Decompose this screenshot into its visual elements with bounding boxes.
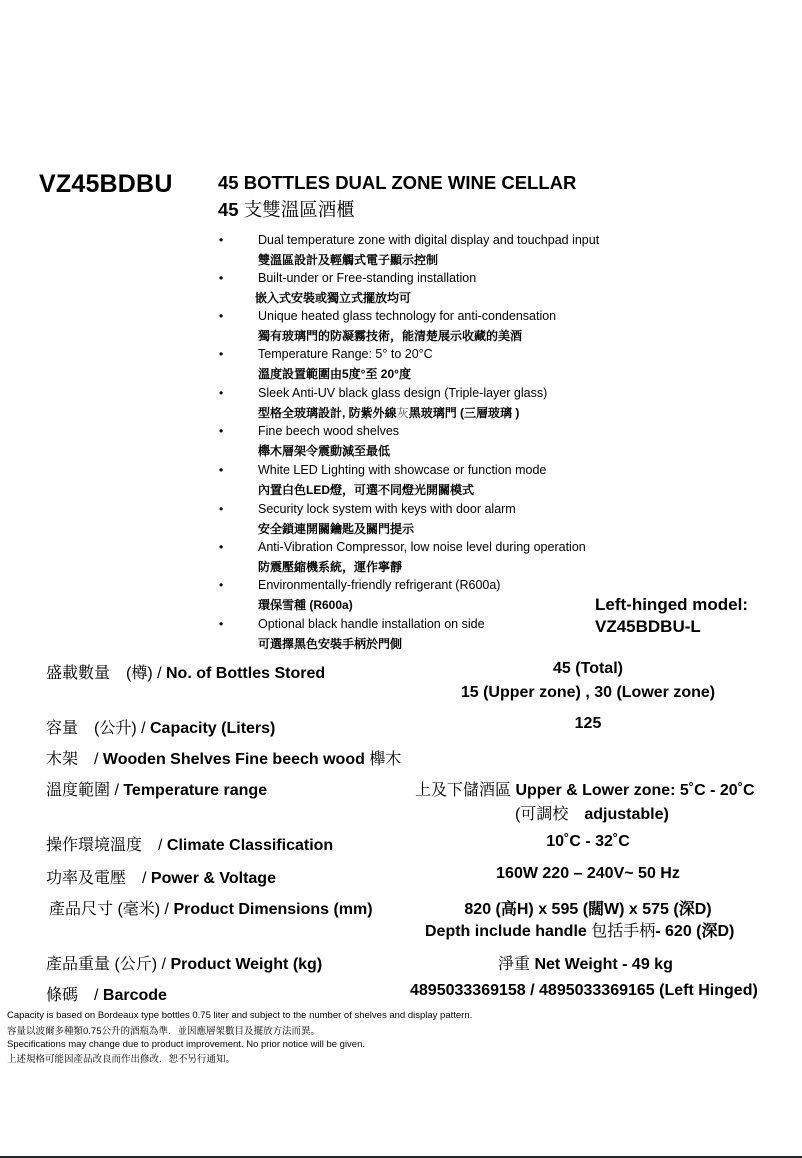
label-zh: 條碼 /: [46, 987, 103, 1004]
label-zh: 溫度範圍 /: [46, 782, 124, 799]
spec-value-temperature-adjustable: [515, 801, 669, 824]
feature-zh: 可選擇黑色安裝手柄於門側: [258, 637, 403, 651]
label-en: Capacity (Liters): [150, 720, 276, 737]
spec-label-bottles: [46, 660, 325, 683]
feature-zh-part: 型格全玻璃設計, 防紫外線: [258, 406, 397, 420]
bullet-icon: •: [219, 540, 224, 554]
spec-value-climate: 10˚C - 32˚C: [546, 833, 630, 850]
bullet-icon: •: [219, 578, 224, 592]
footnote-capacity-zh: 容量以波爾多種類0.75公升的酒瓶為準．並因應層架數目及擺放方法而異。: [7, 1026, 320, 1037]
value-zh: 上及下儲酒區: [415, 782, 516, 799]
bullet-icon: •: [219, 424, 224, 438]
value-en: adjustable): [584, 806, 669, 823]
value-en: Net Weight - 49 kg: [534, 956, 673, 973]
value-en: Upper & Lower zone: 5˚C - 20˚C: [515, 782, 755, 799]
feature-en: Fine beech wood shelves: [258, 424, 400, 438]
label-en: Product Dimensions (mm): [173, 901, 373, 918]
label-en: Power & Voltage: [150, 870, 276, 887]
bullet-icon: •: [219, 617, 224, 631]
label-zh: 木架 /: [46, 751, 103, 768]
bullet-icon: •: [219, 347, 224, 361]
spec-label-barcode: [46, 982, 167, 1005]
feature-zh: 嵌入式安裝或獨立式擺放均可: [255, 291, 412, 305]
bullet-icon: •: [219, 233, 224, 247]
feature-zh: [258, 596, 353, 613]
spec-label-dimensions: [49, 896, 373, 919]
feature-en: Anti-Vibration Compressor, low noise level during operation: [258, 540, 586, 554]
feature-zh: [258, 404, 519, 421]
feature-zh-text: 環保雪種 (R600a): [258, 598, 353, 612]
spec-value-power: 160W 220 – 240V~ 50 Hz: [496, 865, 680, 882]
feature-en: Security lock system with keys with door alarm: [258, 502, 516, 516]
value-zh: 淨重: [498, 956, 535, 973]
spec-value-temperature: [415, 777, 755, 800]
bullet-icon: •: [219, 463, 224, 477]
left-hinged-label: Left-hinged model:: [595, 595, 748, 614]
label-zh: 功率及電壓 /: [46, 870, 151, 887]
label-en: Wooden Shelves Fine beech wood: [102, 751, 365, 768]
feature-en: Temperature Range: 5° to 20°C: [258, 347, 433, 361]
label-zh: 操作環境溫度 /: [46, 837, 167, 854]
label-zh: 產品尺寸 (毫米) /: [49, 901, 174, 918]
feature-en: Sleek Anti-UV black glass design (Triple-layer glass): [258, 386, 548, 400]
feature-en: Built-under or Free-standing installation: [258, 271, 477, 285]
spec-label-shelves: [46, 746, 401, 769]
left-hinged-model: VZ45BDBU-L: [595, 617, 701, 636]
label-zh: 盛載數量 (樽) /: [46, 665, 166, 682]
bullet-icon: •: [219, 271, 224, 285]
feature-zh: 內置白色LED燈，可選不同燈光開關模式: [258, 483, 475, 497]
feature-zh: 溫度設置範圍由5度°至 20°度: [258, 367, 411, 381]
spec-label-temperature: [46, 777, 267, 800]
footnote-specs-zh: 上述規格可能因產品改良而作出修改．恕不另行通知。: [7, 1054, 236, 1065]
title-zh-text: 支雙溫區酒櫃: [238, 199, 355, 220]
feature-zh: 雙溫區設計及輕觸式電子顯示控制: [258, 253, 439, 267]
spec-value-dimensions: 820 (高H) x 595 (闊W) x 575 (深D): [464, 901, 712, 918]
spec-value-bottles-total: 45 (Total): [553, 660, 623, 677]
spec-value-depth-handle: [425, 918, 734, 941]
spec-label-weight: [46, 951, 322, 974]
feature-zh-part: 灰: [396, 406, 409, 420]
model-number: VZ45BDBU: [39, 170, 173, 198]
label-en: Barcode: [102, 987, 167, 1004]
label-en: No. of Bottles Stored: [166, 665, 326, 682]
feature-en: Dual temperature zone with digital display and touchpad input: [258, 233, 600, 247]
left-hinged-callout: [595, 594, 748, 638]
label-zh: 產品重量 (公斤) /: [46, 956, 171, 973]
feature-zh: 防震壓縮機系統，運作寧靜: [258, 560, 403, 574]
product-title-en: 45 BOTTLES DUAL ZONE WINE CELLAR: [218, 172, 577, 193]
spec-label-power: [46, 865, 276, 888]
bullet-icon: •: [219, 502, 224, 516]
spec-value-barcode: 4895033369158 / 4895033369165 (Left Hinged): [410, 982, 758, 999]
spec-label-capacity: [46, 715, 275, 738]
footnote-capacity-en: Capacity is based on Bordeaux type bottles 0.75 liter and subject to the number of shelves and display pattern.: [7, 1010, 473, 1021]
label-zh: 容量 (公升) /: [46, 720, 150, 737]
spec-label-climate: [46, 832, 333, 855]
feature-zh-part: 黑玻璃門 (三層玻璃 ): [408, 406, 520, 420]
spec-value-bottles-zones: 15 (Upper zone) , 30 (Lower zone): [460, 684, 716, 701]
value-en: Depth include handle: [425, 923, 592, 940]
feature-zh: 安全鎖連開關鑰匙及關門提示: [258, 522, 415, 536]
feature-en: Optional black handle installation on side: [258, 617, 485, 631]
feature-zh: 櫸木層架令震動減至最低: [258, 444, 391, 458]
feature-en: White LED Lighting with showcase or function mode: [258, 463, 547, 477]
spec-value-weight: [498, 951, 673, 974]
value-zh: 包括手柄: [591, 923, 656, 940]
value-end: - 620 (深D): [655, 923, 735, 940]
footnote-specs-en: Specifications may change due to product improvement. No prior notice will be given.: [7, 1039, 366, 1050]
label-en: Temperature range: [123, 782, 268, 799]
feature-en: Unique heated glass technology for anti-condensation: [258, 309, 557, 323]
label-zh-suffix: 櫸木: [364, 751, 402, 768]
title-zh-number: 45: [218, 199, 239, 220]
label-en: Product Weight (kg): [170, 956, 323, 973]
value-zh: (可調校: [515, 806, 585, 823]
feature-zh: 獨有玻璃門的防凝霧技術，能清楚展示收藏的美酒: [258, 329, 523, 343]
bullet-icon: •: [219, 386, 224, 400]
label-en: Climate Classification: [166, 837, 334, 854]
feature-en: Environmentally-friendly refrigerant (R600a): [258, 578, 501, 592]
product-title-zh: [218, 196, 355, 222]
spec-value-capacity: 125: [574, 715, 602, 732]
bullet-icon: •: [219, 309, 224, 323]
